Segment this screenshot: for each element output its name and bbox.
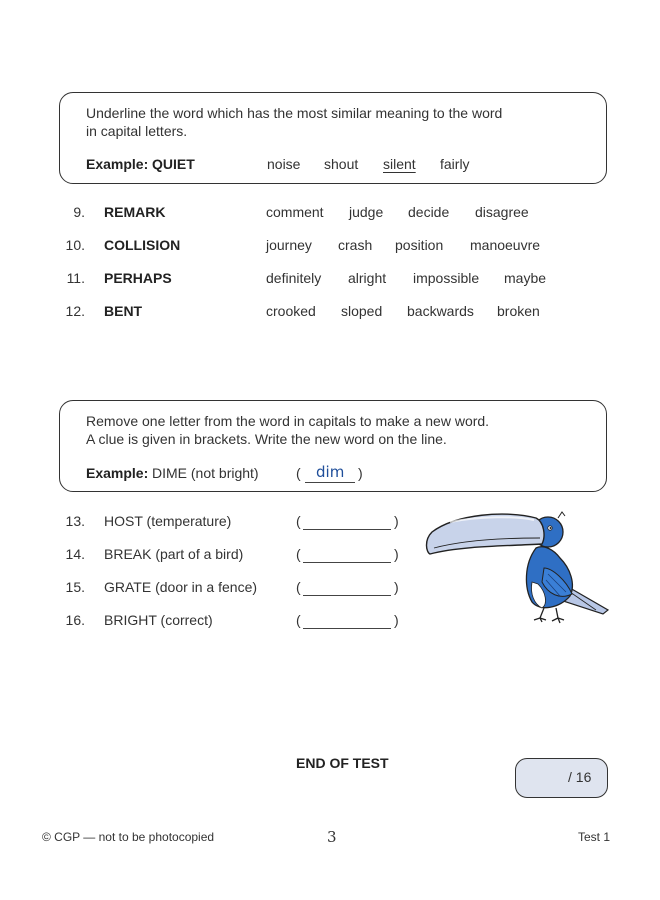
- paren-close: ): [394, 513, 399, 529]
- question-clue: BREAK (part of a bird): [104, 546, 244, 562]
- toucan-illustration: [420, 508, 615, 628]
- example-word: QUIET: [152, 156, 195, 172]
- question-word: REMARK: [104, 204, 166, 220]
- instruction-text-2: [86, 412, 489, 448]
- option-word[interactable]: sloped: [341, 303, 383, 319]
- question-number: 16.: [65, 612, 85, 628]
- score-box: [515, 758, 608, 798]
- example-option: fairly: [440, 156, 470, 172]
- answer-line[interactable]: [303, 628, 391, 629]
- paren-close: ): [394, 579, 399, 595]
- question-word: COLLISION: [104, 237, 181, 253]
- example-option: noise: [267, 156, 301, 172]
- paren-close: ): [358, 465, 363, 481]
- option-word[interactable]: judge: [349, 204, 384, 220]
- score-total: / 16: [568, 769, 592, 785]
- example-label: Example:: [86, 156, 149, 172]
- paren-open: (: [296, 546, 301, 562]
- question-number: 15.: [65, 579, 85, 595]
- option-word[interactable]: crooked: [266, 303, 316, 319]
- question-number: 10.: [65, 237, 85, 253]
- paren-open: (: [296, 465, 301, 481]
- answer-line[interactable]: [303, 595, 391, 596]
- answer-line[interactable]: [303, 562, 391, 563]
- paren-close: ): [394, 612, 399, 628]
- example-option-underlined: silent: [383, 156, 416, 172]
- question-number: 12.: [65, 303, 85, 319]
- option-word[interactable]: journey: [266, 237, 312, 253]
- answer-line[interactable]: [303, 529, 391, 530]
- example-text: DIME (not bright): [152, 465, 259, 481]
- question-word: PERHAPS: [104, 270, 172, 286]
- option-word[interactable]: crash: [338, 237, 373, 253]
- option-word[interactable]: impossible: [413, 270, 480, 286]
- example-label: Example:: [86, 465, 149, 481]
- example-option: shout: [324, 156, 359, 172]
- question-number: 11.: [66, 270, 85, 286]
- paren-open: (: [296, 513, 301, 529]
- option-word[interactable]: definitely: [266, 270, 322, 286]
- example-answer-handwritten: dim: [316, 463, 345, 481]
- instruction-line: Remove one letter from the word in capitals to make a new word.: [86, 413, 490, 429]
- question-clue: GRATE (door in a fence): [104, 579, 258, 595]
- option-word[interactable]: backwards: [407, 303, 474, 319]
- footer-test-label: Test 1: [578, 830, 611, 844]
- option-word[interactable]: maybe: [504, 270, 547, 286]
- paren-open: (: [296, 579, 301, 595]
- paren-close: ): [394, 546, 399, 562]
- footer-page-number: 3: [327, 828, 337, 846]
- option-word[interactable]: position: [395, 237, 444, 253]
- option-word[interactable]: disagree: [475, 204, 529, 220]
- instruction-text-1: [86, 104, 502, 140]
- option-word[interactable]: comment: [266, 204, 324, 220]
- question-number: 13.: [65, 513, 85, 529]
- instruction-line: in capital letters.: [86, 123, 188, 139]
- question-number: 14.: [65, 546, 85, 562]
- question-clue: HOST (temperature): [104, 513, 232, 529]
- question-word: BENT: [104, 303, 143, 319]
- footer-copyright: © CGP — not to be photocopied: [42, 830, 215, 844]
- instruction-line: A clue is given in brackets. Write the new word on the line.: [86, 431, 447, 447]
- option-word[interactable]: alright: [348, 270, 387, 286]
- question-number: 9.: [73, 204, 85, 220]
- question-clue: BRIGHT (correct): [104, 612, 213, 628]
- end-of-test-label: END OF TEST: [296, 755, 389, 771]
- instruction-line: Underline the word which has the most similar meaning to the word: [86, 105, 503, 121]
- option-word[interactable]: manoeuvre: [470, 237, 541, 253]
- paren-open: (: [296, 612, 301, 628]
- option-word[interactable]: broken: [497, 303, 540, 319]
- example-answer-line: [305, 482, 355, 483]
- option-word[interactable]: decide: [408, 204, 450, 220]
